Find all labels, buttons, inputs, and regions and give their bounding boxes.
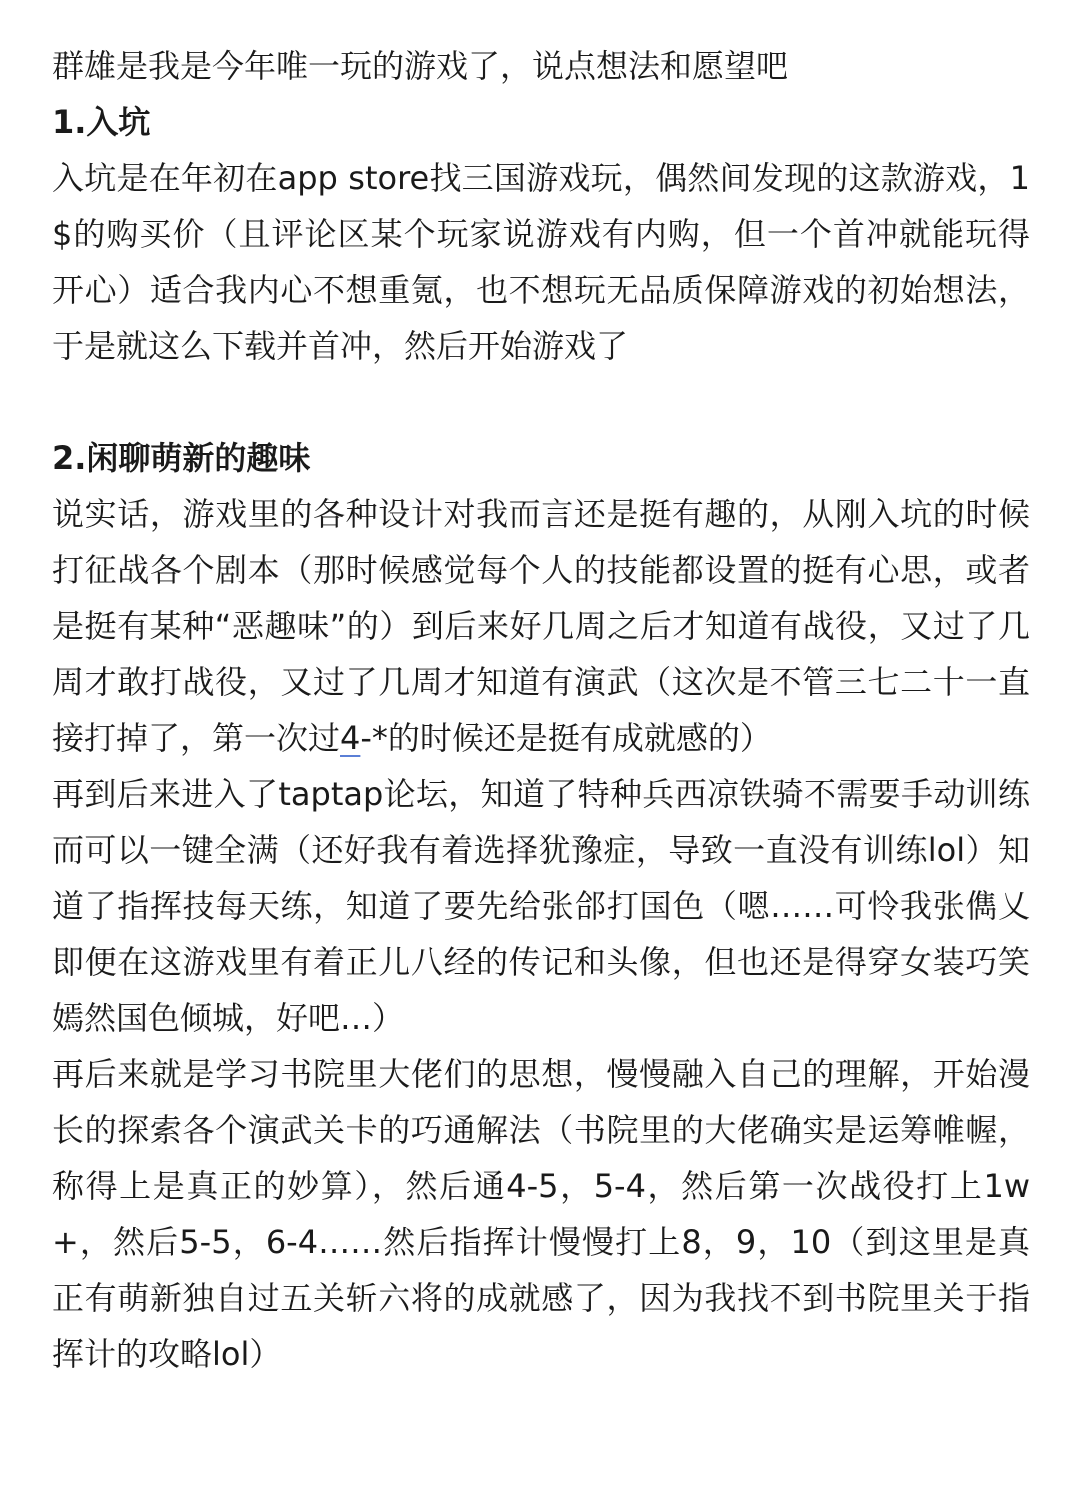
section-2-paragraph-1 (52, 486, 1030, 766)
section-heading-1: 1.入坑 (52, 103, 151, 141)
intro-line: 群雄是我是今年唯一玩的游戏了，说点想法和愿望吧 (52, 47, 789, 85)
section-2-paragraph-3: 再后来就是学习书院里大佬们的思想，慢慢融入自己的理解，开始漫长的探索各个演武关卡的巧通解法（书院里的大佬确实是运筹帷幄，称得上是真正的妙算），然后通4-5，5-4，然后第一次战役打上1w+，然后5-5，6-4……然后指挥计慢慢打上8，9，10（到这里是真正有萌新独自过五关斩六将的成就感了，因为我找不到书院里关于指挥计的攻略lol） (52, 1055, 1030, 1373)
section-1-paragraph-1: 入坑是在年初在app store找三国游戏玩，偶然间发现的这款游戏，1$的购买价（且评论区某个玩家说游戏有内购，但一个首冲就能玩得开心）适合我内心不想重氪，也不想玩无品质保障游戏的初始想法，于是就这么下载并首冲，然后开始游戏了 (52, 159, 1030, 365)
underlined-text: 4 (340, 719, 361, 757)
blank-line (52, 374, 1030, 430)
paragraph-text: -*的时候还是挺有成就感的） (360, 719, 772, 757)
section-2-paragraph-2: 再到后来进入了taptap论坛，知道了特种兵西凉铁骑不需要手动训练而可以一键全满（还好我有着选择犹豫症，导致一直没有训练lol）知道了指挥技每天练，知道了要先给张郃打国色（嗯……可怜我张儁乂即便在这游戏里有着正儿八经的传记和头像，但也还是得穿女装巧笑嫣然国色倾城，好吧…） (52, 775, 1030, 1037)
section-heading-2: 2.闲聊萌新的趣味 (52, 439, 311, 477)
paragraph-text: 说实话，游戏里的各种设计对我而言还是挺有趣的，从刚入坑的时候打征战各个剧本（那时候感觉每个人的技能都设置的挺有心思，或者是挺有某种“恶趣味”的）到后来好几周之后才知道有战役，又过了几周才敢打战役，又过了几周才知道有演武（这次是不管三七二十一直接打掉了，第一次过 (52, 495, 1030, 757)
